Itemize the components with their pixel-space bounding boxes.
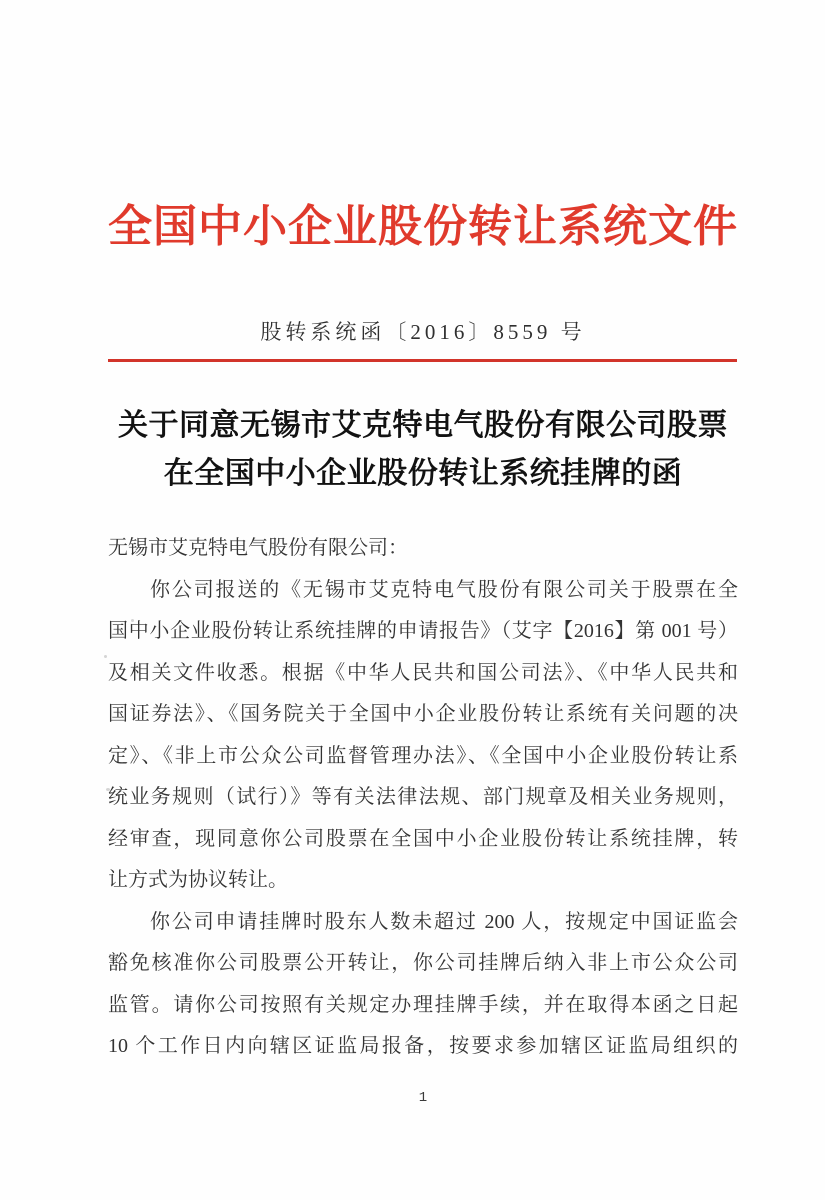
document-title-line-1: 关于同意无锡市艾克特电气股份有限公司股票 — [118, 409, 728, 442]
scan-speck — [104, 655, 107, 658]
body-line: 定》、《非上市公众公司监督管理办法》、《全国中小企业股份转让系 — [108, 744, 738, 767]
body-line: 你公司申请挂牌时股东人数未超过 200 人，按规定中国证监会 — [150, 910, 738, 933]
document-content — [108, 0, 738, 1200]
body-line: 国中小企业股份转让系统挂牌的申请报告》（艾字【2016】第 001 号） — [108, 620, 738, 642]
body-line: 统业务规则（试行）》等有关法律法规、部门规章及相关业务规则， — [108, 786, 738, 808]
body-line: 你公司报送的《无锡市艾克特电气股份有限公司关于股票在全 — [150, 578, 738, 601]
scan-speck — [106, 788, 110, 791]
body-text — [108, 528, 738, 1068]
scan-speck — [131, 619, 134, 622]
issuer-header-title: 全国中小企业股份转让系统文件 — [108, 202, 738, 251]
body-line: 10 个工作日内向辖区证监局报备，按要求参加辖区证监局组织的 — [108, 1035, 738, 1057]
red-separator-rule — [108, 359, 737, 362]
page-number: 1 — [418, 1090, 428, 1106]
document-title-line-2: 在全国中小企业股份转让系统挂牌的函 — [163, 457, 683, 490]
body-line: 及相关文件收悉。根据《中华人民共和国公司法》、《中华人民共和 — [108, 661, 738, 684]
body-line: 让方式为协议转让。 — [108, 869, 288, 891]
body-line: 国证券法》、《国务院关于全国中小企业股份转让系统有关问题的决 — [108, 703, 738, 725]
body-line: 监管。请你公司按照有关规定办理挂牌手续，并在取得本函之日起 — [108, 993, 738, 1016]
body-line: 经审查，现同意你公司股票在全国中小企业股份转让系统挂牌，转 — [108, 827, 738, 850]
body-line: 豁免核准你公司股票公开转让，你公司挂牌后纳入非上市公众公司 — [108, 952, 738, 974]
body-line-salutation: 无锡市艾克特电气股份有限公司： — [108, 537, 408, 559]
document-reference-number: 股转系统函〔2016〕8559 号 — [260, 320, 586, 344]
